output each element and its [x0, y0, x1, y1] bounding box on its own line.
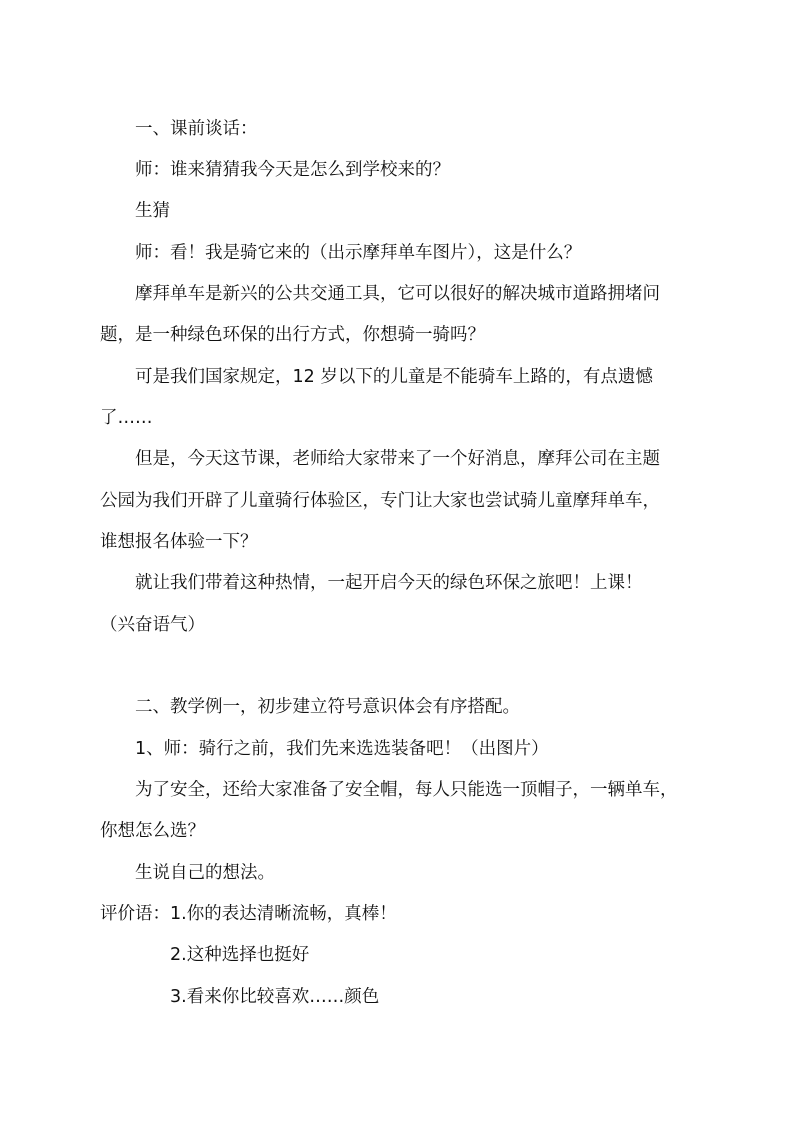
section-heading-1: 一、课前谈话： — [135, 119, 258, 139]
paragraph-line: （兴奋语气） — [100, 615, 205, 635]
evaluation-item: 2.这种选择也挺好 — [170, 945, 310, 965]
paragraph-line: 了…… — [100, 408, 153, 428]
paragraph-line: 谁想报名体验一下？ — [100, 532, 258, 552]
paragraph-line: 但是，今天这节课，老师给大家带来了一个好消息，摩拜公司在主题 — [135, 449, 660, 469]
paragraph-line: 公园为我们开辟了儿童骑行体验区，专门让大家也尝试骑儿童摩拜单车， — [100, 491, 660, 511]
paragraph-line: 就让我们带着这种热情，一起开启今天的绿色环保之旅吧！上课！ — [135, 573, 643, 593]
paragraph-line: 1、师：骑行之前，我们先来选选装备吧！（出图片） — [135, 739, 549, 759]
paragraph-line: 摩拜单车是新兴的公共交通工具，它可以很好的解决城市道路拥堵问 — [135, 284, 660, 304]
paragraph-line: 师：看！我是骑它来的（出示摩拜单车图片），这是什么？ — [135, 243, 582, 263]
paragraph-line: 题，是一种绿色环保的出行方式，你想骑一骑吗？ — [100, 325, 485, 345]
paragraph-line: 可是我们国家规定，12 岁以下的儿童是不能骑车上路的，有点遗憾 — [135, 367, 653, 387]
evaluation-item: 3.看来你比较喜欢……颜色 — [170, 987, 380, 1007]
paragraph-line: 师：谁来猜猜我今天是怎么到学校来的？ — [135, 160, 450, 180]
paragraph-line: 生猜 — [135, 201, 170, 221]
paragraph-line: 生说自己的想法。 — [135, 863, 275, 883]
section-heading-2: 二、教学例一，初步建立符号意识体会有序搭配。 — [135, 697, 520, 717]
paragraph-line: 你想怎么选？ — [100, 821, 205, 841]
evaluation-line: 评价语：1.你的表达清晰流畅，真棒！ — [100, 904, 397, 924]
paragraph-line: 为了安全，还给大家准备了安全帽，每人只能选一顶帽子，一辆单车， — [135, 780, 678, 800]
